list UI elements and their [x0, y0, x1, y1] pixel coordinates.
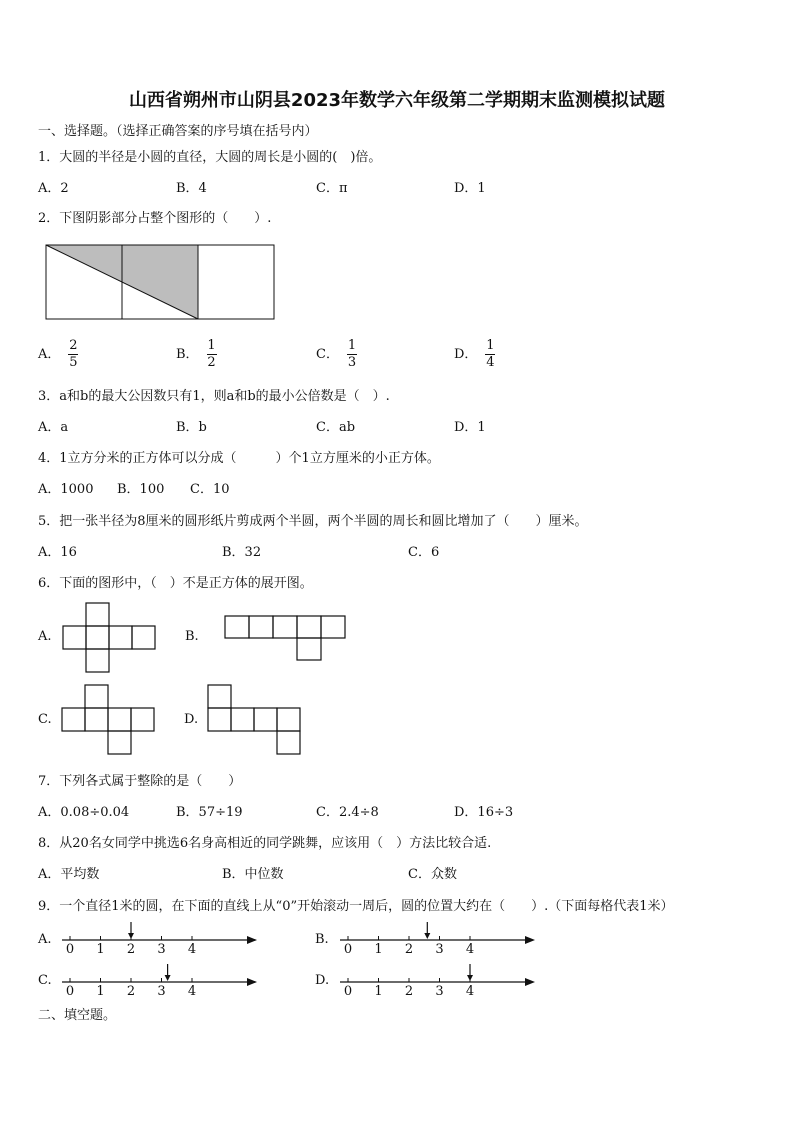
q9-number-line-d [340, 962, 540, 1002]
q6-net-b [225, 616, 347, 662]
tick-label: 1 [374, 942, 383, 957]
arrowhead [525, 936, 535, 944]
q7-option-d[interactable]: D．16÷3 [454, 805, 514, 820]
question-1: 1．大圆的半径是小圆的直径，大圆的周长是小圆的( )倍。 [38, 150, 382, 165]
q6-option-d[interactable]: D. [184, 712, 199, 727]
tick-label: 2 [126, 942, 136, 957]
option-label: B． [176, 347, 199, 362]
tick-label: 4 [465, 984, 475, 999]
q8-option-c[interactable]: C．众数 [408, 867, 457, 882]
fraction: $\frac{2}{5}$ [69, 338, 78, 370]
tick-label: 2 [126, 984, 136, 999]
question-5: 5．把一张半径为8厘米的圆形纸片剪成两个半圆，两个半圆的周长和圆比增加了（ ）厘米。 [38, 514, 588, 529]
q6-option-b[interactable]: B. [185, 629, 199, 644]
tick-label: 4 [465, 942, 475, 957]
tick-label: 2 [404, 984, 414, 999]
option-label: A． [38, 347, 61, 362]
q9-number-line-c [62, 962, 262, 1002]
q9-option-a[interactable]: A. [38, 932, 52, 947]
tick-label: 3 [157, 984, 166, 999]
position-marker-tip [128, 933, 134, 939]
tick-label: 1 [96, 984, 105, 999]
position-marker-tip [467, 975, 473, 981]
q6-net-a [63, 603, 157, 673]
q3-option-d[interactable]: D．1 [454, 420, 486, 435]
question-7: 7．下列各式属于整除的是（ ） [38, 774, 242, 789]
q2-option-a[interactable] [38, 338, 78, 371]
q1-option-d[interactable]: D．1 [454, 181, 486, 196]
q5-option-b[interactable]: B．32 [222, 545, 262, 560]
question-4: 4．1立方分米的正方体可以分成（ ）个1立方厘米的小正方体。 [38, 451, 440, 466]
position-marker-tip [165, 975, 171, 981]
q6-net-d [208, 685, 302, 755]
arrowhead [247, 936, 257, 944]
fraction: $\frac{1}{4}$ [486, 338, 495, 370]
q9-number-line-a [62, 920, 262, 960]
q2-figure [46, 245, 276, 320]
q7-option-b[interactable]: B．57÷19 [176, 805, 243, 820]
q6-option-c[interactable]: C. [38, 712, 52, 727]
q9-option-c[interactable]: C. [38, 973, 52, 988]
q9-option-d[interactable]: D. [315, 973, 330, 988]
fraction: $\frac{1}{2}$ [207, 338, 216, 370]
section-heading: 一、选择题。（选择正确答案的序号填在括号内） [38, 124, 318, 139]
q7-option-c[interactable]: C．2.4÷8 [316, 805, 379, 820]
option-label: D． [454, 347, 478, 362]
q8-option-a[interactable]: A．平均数 [38, 867, 100, 882]
q2-option-b[interactable] [176, 338, 217, 371]
tick-label: 1 [374, 984, 383, 999]
q2-option-d[interactable] [454, 338, 495, 371]
q3-option-a[interactable]: A．a [38, 420, 69, 435]
q6-option-a[interactable]: A. [38, 629, 52, 644]
question-9: 9．一个直径1米的圆，在下面的直线上从“0”开始滚动一周后，圆的位置大约在（ ）.（下面每格代表1米） [38, 899, 674, 914]
q8-option-b[interactable]: B．中位数 [222, 867, 284, 882]
arrowhead [525, 978, 535, 986]
tick-label: 4 [187, 942, 197, 957]
tick-label: 1 [96, 942, 105, 957]
q1-option-c[interactable]: C．π [316, 181, 348, 196]
tick-label: 3 [435, 942, 444, 957]
tick-label: 2 [404, 942, 414, 957]
question-6: 6．下面的图形中，（ ）不是正方体的展开图。 [38, 576, 313, 591]
fraction: $\frac{1}{3}$ [347, 338, 357, 370]
question-3: 3．a和b的最大公因数只有1，则a和b的最小公倍数是（ ）. [38, 389, 390, 404]
q9-option-b[interactable]: B. [315, 932, 329, 947]
q4-option-a[interactable]: A．1000 [38, 482, 94, 497]
q4-option-b[interactable]: B．100 [117, 482, 165, 497]
tick-label: 0 [65, 942, 75, 957]
q2-option-c[interactable] [316, 338, 357, 371]
q4-option-c[interactable]: C．10 [190, 482, 230, 497]
q3-option-c[interactable]: C．ab [316, 420, 356, 435]
option-label: C． [316, 347, 339, 362]
arrowhead [247, 978, 257, 986]
section-heading: 二、填空题。 [38, 1008, 117, 1023]
tick-label: 0 [65, 984, 75, 999]
q5-option-a[interactable]: A．16 [38, 545, 77, 560]
q3-option-b[interactable]: B．b [176, 420, 207, 435]
q5-option-c[interactable]: C．6 [408, 545, 440, 560]
q1-option-a[interactable]: A．2 [38, 181, 69, 196]
question-8: 8．从20名女同学中挑选6名身高相近的同学跳舞，应该用（ ）方法比较合适. [38, 836, 492, 851]
tick-label: 0 [343, 984, 353, 999]
q9-number-line-b [340, 920, 540, 960]
page-title: 山西省朔州市山阴县2023年数学六年级第二学期期末监测模拟试题 [128, 90, 666, 111]
tick-label: 3 [157, 942, 166, 957]
tick-label: 3 [435, 984, 444, 999]
q7-option-a[interactable]: A．0.08÷0.04 [38, 805, 130, 820]
q1-option-b[interactable]: B．4 [176, 181, 207, 196]
q6-net-c [62, 685, 156, 755]
position-marker-tip [424, 933, 430, 939]
tick-label: 0 [343, 942, 353, 957]
question-2: 2．下图阴影部分占整个图形的（ ）. [38, 211, 272, 226]
tick-label: 4 [187, 984, 197, 999]
